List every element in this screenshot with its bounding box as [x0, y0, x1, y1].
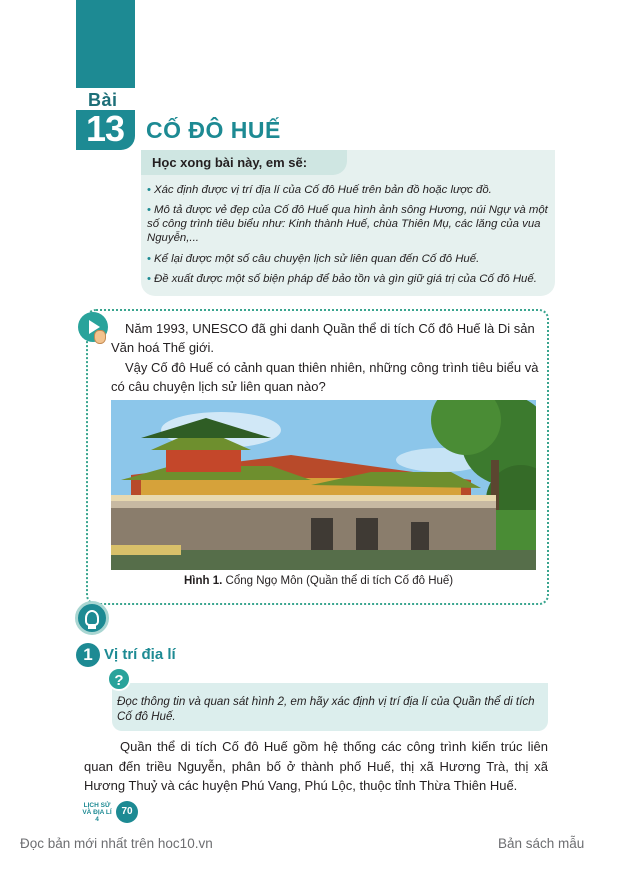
hand-icon: [94, 330, 106, 344]
intro-paragraph-2: Vậy Cố đô Huế có cảnh quan thiên nhiên, những công trình tiêu biểu và có câu chuyện lịch sử liên quan nào?: [111, 360, 539, 394]
caption-label: Hình 1.: [184, 575, 223, 587]
lightbulb-base: [88, 625, 96, 629]
intro-paragraph-1: Năm 1993, UNESCO đã ghi danh Quần thể di tích Cố đô Huế là Di sản Văn hoá Thế giới.: [111, 321, 535, 355]
bullet-icon: •: [147, 253, 151, 265]
play-icon: [78, 312, 108, 342]
section-number: 1: [76, 643, 100, 667]
lightbulb-icon: [75, 601, 109, 635]
lesson-label: Bài: [88, 90, 118, 110]
objective-item: [147, 183, 551, 197]
section-title: Vị trí địa lí: [104, 646, 176, 663]
objective-item: [147, 252, 551, 266]
bullet-icon: •: [147, 184, 151, 196]
ngo-mon-illustration: [111, 400, 536, 570]
objective-item: [147, 272, 551, 286]
objective-text: Xác định được vị trí địa lí của Cố đô Huế trên bản đồ hoặc lược đồ.: [154, 184, 492, 196]
objective-text: Kể lại được một số câu chuyện lịch sử liên quan đến Cố đô Huế.: [154, 253, 480, 265]
bullet-icon: •: [147, 204, 151, 216]
objectives-title: Học xong bài này, em sẽ:: [152, 155, 308, 170]
lesson-tab-top: [76, 0, 135, 88]
figure-caption: [184, 575, 453, 587]
subject-logo: [80, 802, 114, 823]
objective-item: [147, 203, 551, 245]
ngo-mon-photo: [111, 400, 536, 570]
footer-right-text: Bản sách mẫu: [498, 836, 585, 851]
subject-logo-line2: VÀ ĐỊA LÍ 4: [82, 809, 112, 823]
subject-logo-line1: LỊCH SỬ: [83, 802, 111, 809]
lesson-number: 13: [86, 108, 125, 149]
question-text: Đọc thông tin và quan sát hình 2, em hãy xác định vị trí địa lí của Quần thể di tích Cố đô Huế.: [117, 695, 535, 723]
bullet-icon: •: [147, 273, 151, 285]
footer-left-text: Đọc bản mới nhất trên hoc10.vn: [20, 836, 213, 851]
lesson-title: CỐ ĐÔ HUẾ: [146, 117, 281, 143]
objective-text: Đề xuất được một số biện pháp để bảo tồn và gìn giữ giá trị của Cố đô Huế.: [154, 273, 537, 285]
objective-text: Mô tả được vẻ đẹp của Cố đô Huế qua hình ảnh sông Hương, núi Ngự và một số công trình tiêu biểu như: Kinh thành Huế, chùa Thiên Mụ, các lăng của vua Nguyễn,...: [147, 204, 548, 244]
lightbulb-glass: [85, 610, 99, 626]
section-body: Quần thể di tích Cố đô Huế gồm hệ thống các công trình kiến trúc liên quan đến triều Nguyễn, phân bố ở thành phố Huế, thị xã Hương Trà, thị xã Hương Thuỷ và các huyện Phú Vang, Phú Lộc, thuộc tỉnh Thừa Thiên Huế.: [84, 739, 548, 793]
caption-text: Cổng Ngọ Môn (Quần thể di tích Cố đô Huế): [225, 575, 454, 587]
question-icon: ?: [107, 667, 131, 691]
page-number: 70: [116, 801, 138, 823]
